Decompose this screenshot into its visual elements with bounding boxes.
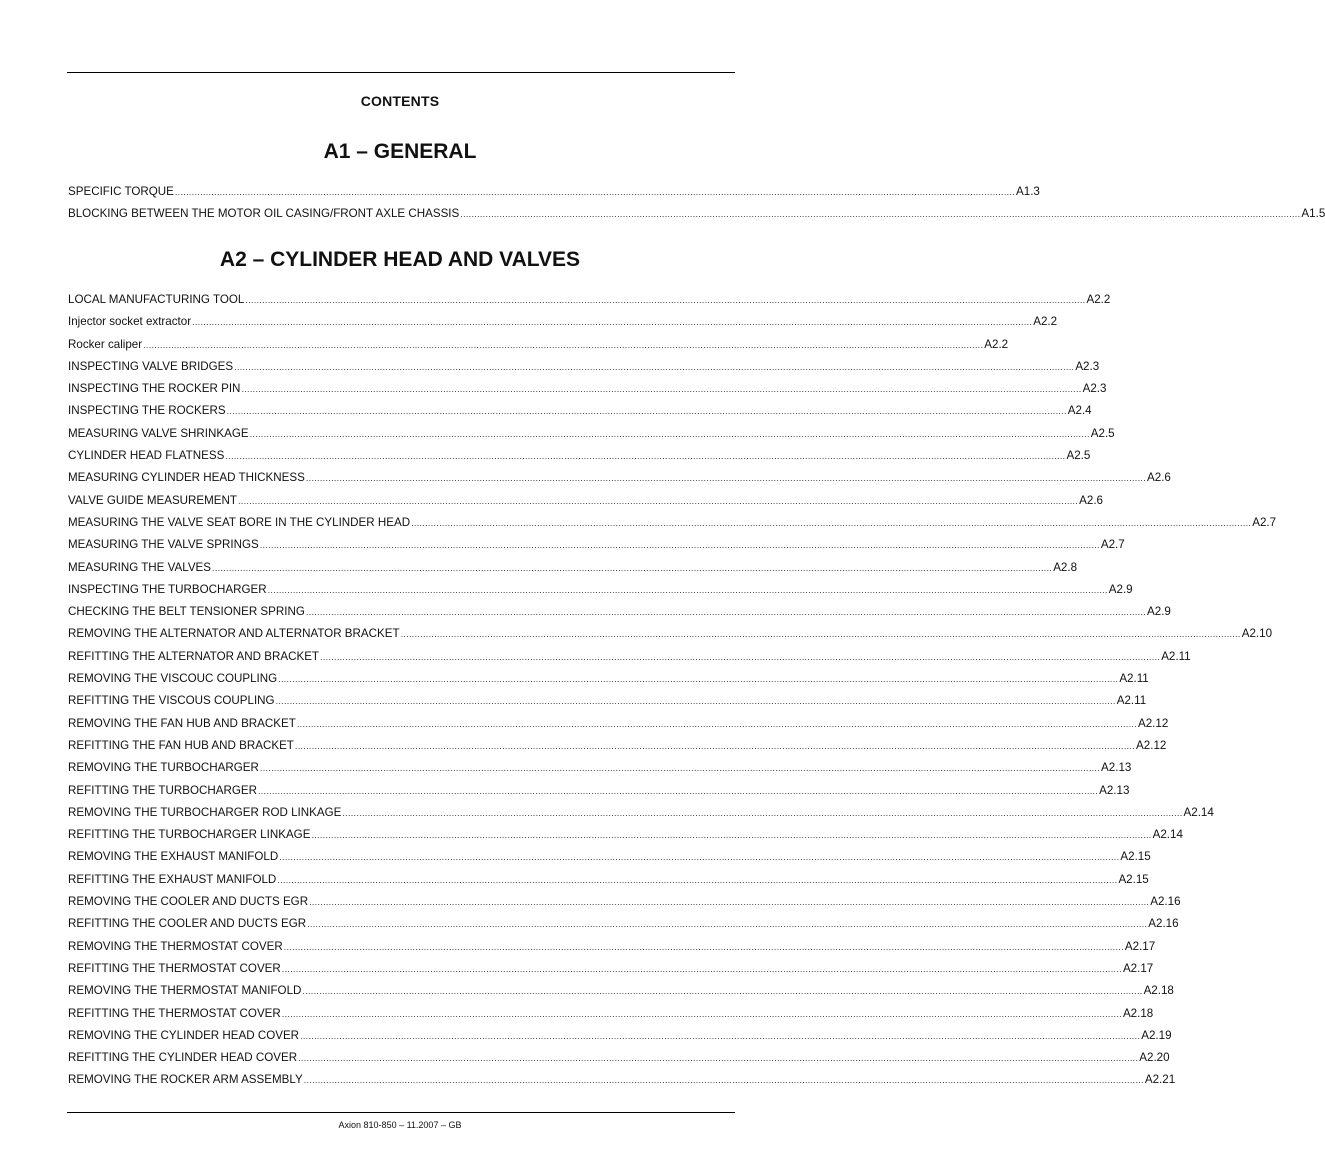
toc-entry-label: REFITTING THE CYLINDER HEAD COVER — [68, 1051, 298, 1065]
toc-entry-page: A2.17 — [1122, 961, 1154, 975]
toc-entry-page: A2.2 — [984, 337, 1009, 351]
contents-heading: CONTENTS — [360, 93, 440, 109]
toc-entry-page: A2.12 — [1138, 716, 1169, 730]
toc-entry-page: A2.16 — [1148, 917, 1179, 931]
toc-entry-page: A2.5 — [1066, 449, 1091, 463]
toc-dot-leader: ............................................................................................................................................................................................................................................................................................................ — [192, 317, 1033, 328]
toc-dot-leader: ............................................................................................................................................................................................................................................................................................................ — [225, 451, 1066, 462]
toc-entry-label: REMOVING THE THERMOSTAT MANIFOLD — [68, 984, 302, 998]
toc-dot-leader: ............................................................................................................................................................................................................................................................................................................ — [257, 785, 1099, 796]
toc-entry-page: A2.21 — [1144, 1073, 1176, 1087]
toc-entry-page: A2.16 — [1150, 895, 1181, 909]
toc-entry-label: CHECKING THE BELT TENSIONER SPRING — [68, 605, 305, 619]
toc-entry-page: A2.12 — [1136, 738, 1167, 752]
toc-entry — [68, 869, 1149, 891]
toc-entry-label: REMOVING THE TURBOCHARGER — [68, 761, 259, 775]
toc-entry-page: A2.19 — [1141, 1028, 1172, 1042]
toc-entry — [68, 445, 1091, 467]
toc-entry-page: A2.14 — [1183, 805, 1214, 819]
toc-entry — [68, 400, 1092, 422]
toc-dot-leader: ............................................................................................................................................................................................................................................................................................................ — [302, 986, 1143, 997]
toc-entry — [68, 846, 1151, 868]
toc-entry-label: REMOVING THE TURBOCHARGER ROD LINKAGE — [68, 805, 342, 819]
toc-entry-label: Rocker caliper — [68, 337, 143, 351]
toc-entry-label: INSPECTING THE TURBOCHARGER — [68, 582, 267, 596]
toc-dot-leader: ............................................................................................................................................................................................................................................................................................................ — [249, 428, 1090, 439]
toc-entry — [68, 490, 1104, 512]
toc-entry-page: A2.13 — [1101, 761, 1132, 775]
top-rule — [67, 72, 735, 73]
toc-entry-page: A2.18 — [1143, 984, 1174, 998]
toc-entry-label: INSPECTING VALVE BRIDGES — [68, 359, 234, 373]
toc-dot-leader: ............................................................................................................................................................................................................................................................................................................ — [460, 209, 1301, 220]
toc-list-a2 — [68, 289, 1277, 1092]
toc-entry — [68, 936, 1156, 958]
toc-dot-leader: ............................................................................................................................................................................................................................................................................................................ — [283, 941, 1124, 952]
toc-entry — [68, 579, 1133, 601]
toc-dot-leader: ............................................................................................................................................................................................................................................................................................................ — [309, 897, 1150, 908]
toc-entry — [68, 423, 1115, 445]
toc-dot-leader: ............................................................................................................................................................................................................................................................................................................ — [259, 540, 1100, 551]
toc-entry — [68, 735, 1167, 757]
toc-entry — [68, 356, 1100, 378]
toc-dot-leader: ............................................................................................................................................................................................................................................................................................................ — [238, 495, 1079, 506]
toc-entry — [68, 203, 1325, 225]
toc-dot-leader: ............................................................................................................................................................................................................................................................................................................ — [281, 963, 1122, 974]
toc-entry-label: REMOVING THE ALTERNATOR AND ALTERNATOR BRACKET — [68, 627, 400, 641]
toc-dot-leader: ............................................................................................................................................................................................................................................................................................................ — [281, 1008, 1122, 1019]
toc-entry-label: CYLINDER HEAD FLATNESS — [68, 449, 225, 463]
toc-entry-page: A2.15 — [1120, 850, 1151, 864]
toc-entry-label: REFITTING THE ALTERNATOR AND BRACKET — [68, 649, 320, 663]
toc-entry-page: A1.5 — [1301, 207, 1325, 221]
toc-dot-leader: ............................................................................................................................................................................................................................................................................................................ — [342, 807, 1183, 818]
toc-entry-label: REFITTING THE COOLER AND DUCTS EGR — [68, 917, 307, 931]
toc-entry-label: MEASURING THE VALVE SPRINGS — [68, 538, 259, 552]
toc-entry-page: A2.4 — [1067, 404, 1092, 418]
toc-entry — [68, 646, 1191, 668]
toc-entry — [68, 467, 1171, 489]
toc-dot-leader: ............................................................................................................................................................................................................................................................................................................ — [307, 919, 1148, 930]
toc-entry-page: A1.3 — [1016, 185, 1040, 198]
toc-dot-leader: ............................................................................................................................................................................................................................................................................................................ — [311, 830, 1152, 841]
section-title-a1: A1 – GENERAL — [323, 140, 477, 163]
toc-dot-leader: ............................................................................................................................................................................................................................................................................................................ — [296, 718, 1137, 729]
toc-entry-label: REMOVING THE VISCOUC COUPLING — [68, 672, 278, 686]
toc-dot-leader: ............................................................................................................................................................................................................................................................................................................ — [143, 339, 984, 350]
toc-entry — [68, 378, 1107, 400]
toc-dot-leader: ............................................................................................................................................................................................................................................................................................................ — [245, 295, 1086, 305]
toc-entry-label: INSPECTING THE ROCKER PIN — [68, 382, 241, 396]
toc-entry — [68, 512, 1277, 534]
toc-dot-leader: ............................................................................................................................................................................................................................................................................................................ — [259, 763, 1101, 774]
toc-dot-leader: ............................................................................................................................................................................................................................................................................................................ — [294, 740, 1136, 751]
toc-entry-page: A2.20 — [1139, 1051, 1170, 1065]
section-title-a2: A2 – CYLINDER HEAD AND VALVES — [219, 248, 581, 271]
toc-entry-label: REMOVING THE ROCKER ARM ASSEMBLY — [68, 1073, 303, 1087]
toc-dot-leader: ............................................................................................................................................................................................................................................................................................................ — [174, 187, 1016, 197]
toc-dot-leader: ............................................................................................................................................................................................................................................................................................................ — [279, 852, 1120, 863]
footer-text: Axion 810-850 – 11.2007 – GB — [338, 1120, 462, 1130]
toc-entry — [68, 311, 1058, 333]
toc-entry-page: A2.8 — [1053, 560, 1078, 574]
toc-dot-leader: ............................................................................................................................................................................................................................................................................................................ — [226, 406, 1067, 417]
toc-entry-page: A2.6 — [1079, 493, 1104, 507]
toc-dot-leader: ............................................................................................................................................................................................................................................................................................................ — [305, 473, 1147, 484]
toc-entry-page: A2.11 — [1161, 649, 1191, 663]
toc-entry-label: REFITTING THE THERMOSTAT COVER — [68, 961, 281, 975]
toc-entry-page: A2.9 — [1108, 582, 1133, 596]
toc-entry-label: REFITTING THE TURBOCHARGER LINKAGE — [68, 828, 311, 842]
toc-entry — [68, 713, 1169, 735]
toc-entry-page: A2.14 — [1152, 828, 1183, 842]
toc-entry — [68, 668, 1149, 690]
toc-entry — [68, 1047, 1170, 1069]
toc-entry — [68, 623, 1273, 645]
toc-entry-page: A2.13 — [1099, 783, 1130, 797]
toc-dot-leader: ............................................................................................................................................................................................................................................................................................................ — [278, 674, 1119, 685]
toc-entry-label: REFITTING THE EXHAUST MANIFOLD — [68, 872, 277, 886]
toc-entry-label: MEASURING THE VALVES — [68, 560, 212, 574]
toc-dot-leader: ............................................................................................................................................................................................................................................................................................................ — [400, 629, 1241, 640]
toc-entry — [68, 980, 1174, 1002]
toc-entry-page: A2.3 — [1075, 359, 1100, 373]
toc-entry-label: REMOVING THE FAN HUB AND BRACKET — [68, 716, 296, 730]
toc-entry-label: VALVE GUIDE MEASUREMENT — [68, 493, 237, 507]
toc-entry — [68, 1003, 1154, 1025]
toc-list-a1 — [68, 181, 1325, 226]
toc-entry-page: A2.3 — [1082, 382, 1107, 396]
toc-entry-page: A2.2 — [1033, 315, 1058, 329]
toc-entry-page: A2.18 — [1122, 1006, 1154, 1020]
toc-entry — [68, 913, 1179, 935]
toc-entry-label: REMOVING THE THERMOSTAT COVER — [68, 939, 283, 953]
toc-entry — [68, 891, 1181, 913]
toc-entry-label: REFITTING THE VISCOUS COUPLING — [68, 694, 275, 708]
toc-dot-leader: ............................................................................................................................................................................................................................................................................................................ — [298, 1053, 1139, 1064]
toc-entry-page: A2.5 — [1090, 426, 1115, 440]
toc-entry-label: INSPECTING THE ROCKERS — [68, 404, 226, 418]
toc-entry — [68, 557, 1078, 579]
toc-entry-label: REMOVING THE EXHAUST MANIFOLD — [68, 850, 279, 864]
toc-entry — [68, 690, 1147, 712]
toc-entry-label: MEASURING CYLINDER HEAD THICKNESS — [68, 471, 305, 485]
toc-dot-leader: ............................................................................................................................................................................................................................................................................................................ — [234, 361, 1075, 372]
toc-entry-page: A2.10 — [1241, 627, 1273, 641]
bottom-rule — [67, 1112, 735, 1113]
toc-entry-label: REFITTING THE THERMOSTAT COVER — [68, 1006, 281, 1020]
toc-entry — [68, 802, 1214, 824]
toc-dot-leader: ............................................................................................................................................................................................................................................................................................................ — [305, 607, 1147, 618]
toc-entry — [68, 757, 1132, 779]
toc-entry-label: REFITTING THE FAN HUB AND BRACKET — [68, 738, 294, 752]
toc-entry — [68, 824, 1183, 846]
toc-entry-page: A2.11 — [1116, 694, 1147, 708]
toc-dot-leader: ............................................................................................................................................................................................................................................................................................................ — [212, 562, 1053, 573]
toc-entry-label: REMOVING THE CYLINDER HEAD COVER — [68, 1028, 300, 1042]
toc-entry-page: A2.17 — [1124, 939, 1156, 953]
toc-entry-page: A2.9 — [1147, 605, 1171, 619]
toc-dot-leader: ............................................................................................................................................................................................................................................................................................................ — [241, 384, 1082, 395]
toc-entry-label: MEASURING THE VALVE SEAT BORE IN THE CYLINDER HEAD — [68, 515, 411, 529]
toc-entry-page: A2.7 — [1100, 538, 1125, 552]
toc-entry-label: SPECIFIC TORQUE — [68, 185, 174, 198]
toc-dot-leader: ............................................................................................................................................................................................................................................................................................................ — [411, 517, 1252, 528]
toc-dot-leader: ............................................................................................................................................................................................................................................................................................................ — [320, 651, 1161, 662]
toc-entry-page: A2.2 — [1086, 293, 1111, 306]
toc-entry — [68, 601, 1171, 623]
toc-entry — [68, 534, 1125, 556]
toc-dot-leader: ............................................................................................................................................................................................................................................................................................................ — [275, 696, 1116, 707]
toc-entry-label: Injector socket extractor — [68, 315, 192, 329]
toc-entry — [68, 958, 1154, 980]
toc-entry-label: LOCAL MANUFACTURING TOOL — [68, 293, 245, 306]
toc-entry-page: A2.15 — [1118, 872, 1149, 886]
toc-entry-page: A2.6 — [1147, 471, 1171, 485]
toc-dot-leader: ............................................................................................................................................................................................................................................................................................................ — [277, 874, 1118, 885]
toc-entry — [68, 780, 1130, 802]
toc-entry-page: A2.7 — [1252, 515, 1277, 529]
toc-entry — [68, 1069, 1176, 1091]
toc-entry-label: MEASURING VALVE SHRINKAGE — [68, 426, 249, 440]
toc-dot-leader: ............................................................................................................................................................................................................................................................................................................ — [267, 584, 1108, 595]
toc-entry-label: REFITTING THE TURBOCHARGER — [68, 783, 257, 797]
toc-entry — [68, 334, 1009, 356]
toc-dot-leader: ............................................................................................................................................................................................................................................................................................................ — [303, 1075, 1144, 1086]
toc-dot-leader: ............................................................................................................................................................................................................................................................................................................ — [300, 1030, 1141, 1041]
toc-entry-page: A2.11 — [1119, 672, 1149, 686]
toc-entry — [68, 1025, 1172, 1047]
toc-entry — [68, 181, 1040, 203]
toc-entry — [68, 289, 1111, 311]
toc-entry-label: BLOCKING BETWEEN THE MOTOR OIL CASING/FRONT AXLE CHASSIS — [68, 207, 460, 221]
toc-entry-label: REMOVING THE COOLER AND DUCTS EGR — [68, 895, 309, 909]
